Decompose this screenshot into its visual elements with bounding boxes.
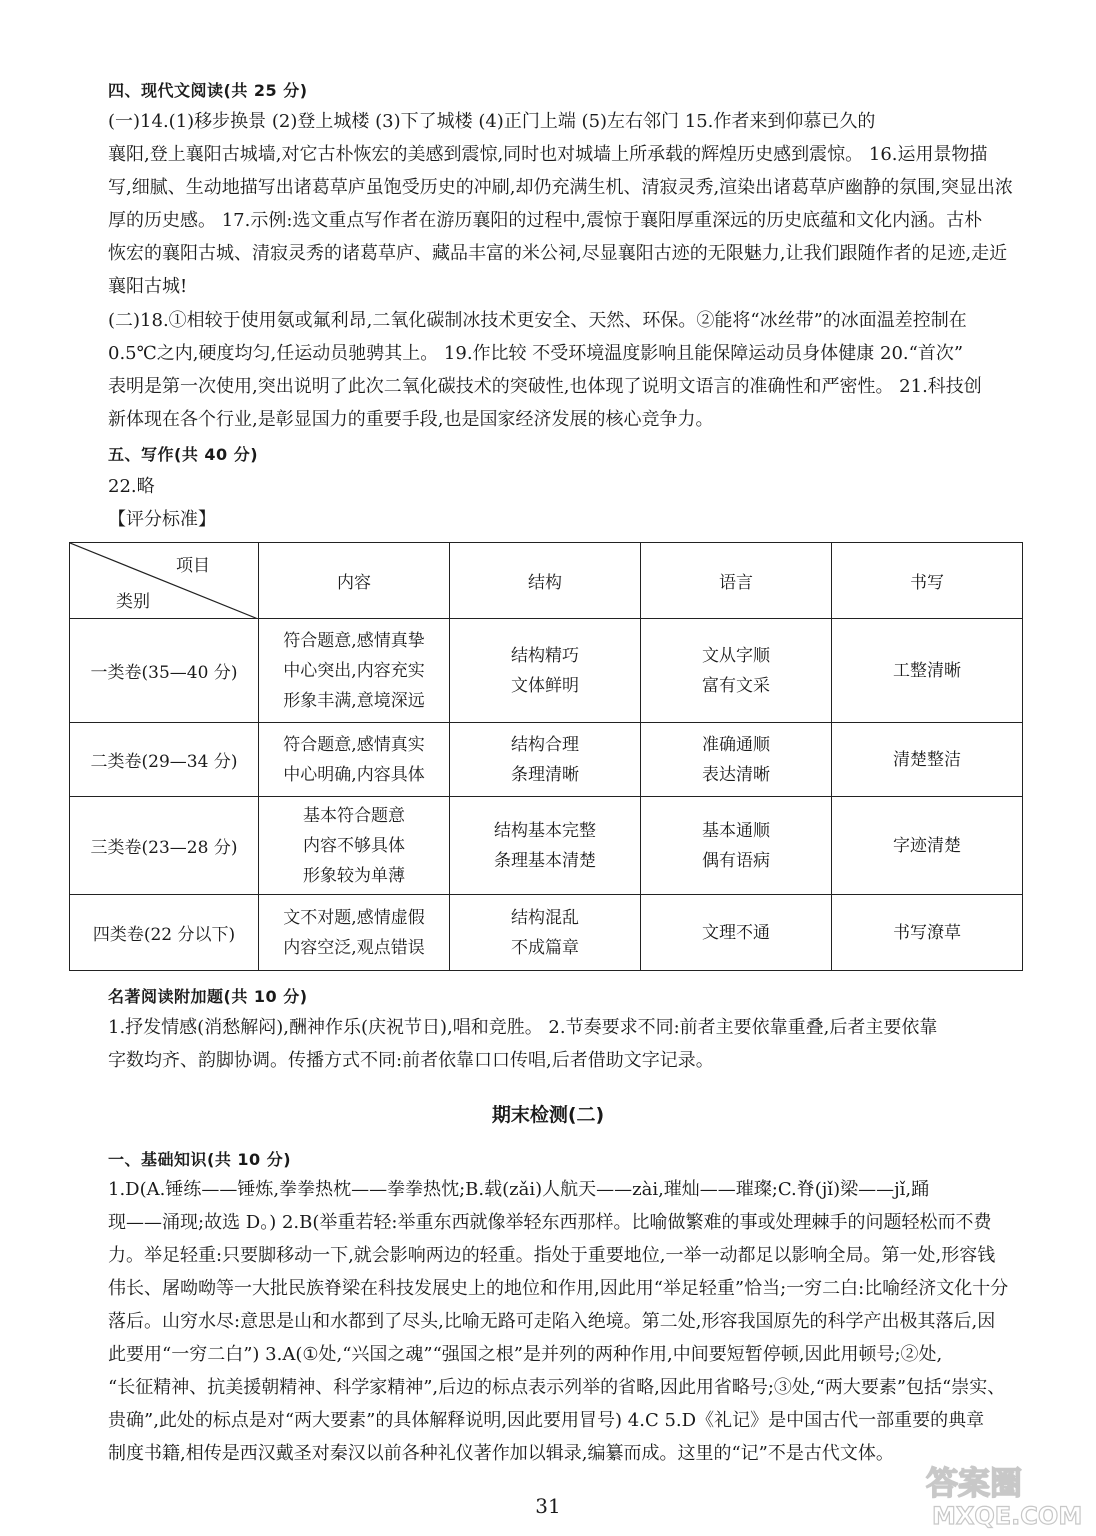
sec4-p1-line: 厚的历史感。 17.示例:选文重点写作者在游历襄阳的过程中,震惊于襄阳厚重深远的历史底蕴和文化内涵。古朴 <box>108 210 983 231</box>
cell-line: 文理不通 <box>702 922 770 943</box>
col-header: 内容 <box>259 543 450 619</box>
language-cell <box>641 797 832 895</box>
content-cell <box>259 723 450 797</box>
exam2-line: 制度书籍,相传是西汉戴圣对秦汉以前各种礼仪著作加以辑录,编纂而成。这里的“记”不是古代文体。 <box>108 1443 894 1464</box>
exam2-line: 1.D(A.锤练——锤炼,拳拳热枕——拳拳热忱;B.载(zǎi)人航天——zài,璀灿——璀璨;C.脊(jǐ)梁——jǐ,踊 <box>108 1179 930 1200</box>
cell-line: 文从字顺 <box>702 645 770 666</box>
sec4-p1-line: 襄阳古城! <box>108 276 188 297</box>
structure-cell <box>450 619 641 723</box>
exam2-line: 贵确”,此处的标点是对“两大要素”的具体解释说明,因此要用冒号) 4.C 5.D《礼记》是中国古代一部重要的典章 <box>108 1410 985 1431</box>
table-row <box>70 797 1023 895</box>
cell-line: 中心明确,内容具体 <box>283 764 425 785</box>
table-row <box>70 895 1023 971</box>
writing-cell <box>832 619 1023 723</box>
language-cell <box>641 723 832 797</box>
exam2-line: 力。举足轻重:只要脚移动一下,就会影响两边的轻重。指处于重要地位,一举一动都足以影响全局。第一处,形容钱 <box>108 1245 996 1266</box>
cell-line: 内容空泛,观点错误 <box>283 937 425 958</box>
category-cell: 四类卷(22 分以下) <box>70 895 259 971</box>
cell-line: 形象较为单薄 <box>303 865 405 886</box>
col-header: 书写 <box>832 543 1023 619</box>
structure-cell <box>450 723 641 797</box>
cell-line: 文体鲜明 <box>511 675 579 696</box>
cell-line: 偶有语病 <box>702 850 770 871</box>
diag-category-label: 类别 <box>116 592 150 612</box>
bonus-line: 1.抒发情感(消愁解闷),酬神作乐(庆祝节日),唱和竞胜。 2.节奏要求不同:前者主要依靠重叠,后者主要依靠 <box>108 1017 938 1038</box>
writing-cell <box>832 723 1023 797</box>
table-row <box>70 619 1023 723</box>
exam2-section1-heading: 一、基础知识(共 10 分) <box>108 1150 292 1169</box>
diag-item-label: 项目 <box>176 556 210 576</box>
sec4-p1-line: 恢宏的襄阳古城、清寂灵秀的诸葛草庐、藏品丰富的米公祠,尽显襄阳古迹的无限魅力,让我们跟随作者的足迹,走近 <box>108 243 1008 264</box>
cell-line: 字迹清楚 <box>893 835 961 856</box>
cell-line: 结构基本完整 <box>494 820 596 841</box>
cell-line: 清楚整洁 <box>893 749 961 770</box>
content-cell <box>259 797 450 895</box>
category-cell: 一类卷(35—40 分) <box>70 619 259 723</box>
sec4-p1-line: 襄阳,登上襄阳古城墙,对它古朴恢宏的美感到震惊,同时也对城墙上所承载的辉煌历史感到震惊。 16.运用景物描 <box>108 144 988 165</box>
cell-line: 条理基本清楚 <box>494 850 596 871</box>
section4-heading: 四、现代文阅读(共 25 分) <box>108 81 308 100</box>
table-row <box>70 723 1023 797</box>
exam2-title: 期末检测(二) <box>491 1104 605 1126</box>
sec4-p2-line: 0.5℃之内,硬度均匀,任运动员驰骋其上。 19.作比较 不受环境温度影响且能保障运动员身体健康 20.“首次” <box>108 343 964 364</box>
cell-line: 条理清晰 <box>511 764 579 785</box>
bonus-heading: 名著阅读附加题(共 10 分) <box>108 987 308 1006</box>
cell-line: 符合题意,感情真实 <box>283 734 425 755</box>
cell-line: 富有文采 <box>702 675 770 696</box>
diagonal-header-cell <box>70 543 259 619</box>
page-number: 31 <box>535 1494 561 1518</box>
cell-line: 结构混乱 <box>511 907 579 928</box>
cell-line: 结构精巧 <box>511 645 579 666</box>
cell-line: 表达清晰 <box>702 764 770 785</box>
cell-line: 基本符合题意 <box>303 805 405 826</box>
section5-heading: 五、写作(共 40 分) <box>108 445 259 464</box>
cell-line: 符合题意,感情真挚 <box>283 630 425 651</box>
exam2-line: 现——涌现;故选 D。) 2.B(举重若轻:举重东西就像举轻东西那样。比喻做繁难的事或处理棘手的问题轻松而不费 <box>108 1212 992 1233</box>
language-cell <box>641 895 832 971</box>
cell-line: 书写潦草 <box>893 922 961 943</box>
criteria-label: 【评分标准】 <box>108 509 216 530</box>
cell-line: 文不对题,感情虚假 <box>283 907 425 928</box>
language-cell <box>641 619 832 723</box>
watermark-logo <box>918 1458 1088 1530</box>
writing-cell <box>832 797 1023 895</box>
sec4-p1-line: (一)14.(1)移步换景 (2)登上城楼 (3)下了城楼 (4)正门上端 (5)左右邻门 15.作者来到仰慕已久的 <box>108 111 876 132</box>
structure-cell <box>450 895 641 971</box>
table-header-row <box>70 543 1023 619</box>
sec4-p2-line: (二)18.①相较于使用氨或氟利昂,二氧化碳制冰技术更安全、天然、环保。②能将“冰丝带”的冰面温差控制在 <box>108 310 967 331</box>
cell-line: 中心突出,内容充实 <box>283 660 425 681</box>
sec4-p2-line: 表明是第一次使用,突出说明了此次二氧化碳技术的突破性,也体现了说明文语言的准确性和严密性。 21.科技创 <box>108 376 982 397</box>
sec4-p1-line: 写,细腻、生动地描写出诸葛草庐虽饱受历史的冲刷,却仍充满生机、清寂灵秀,渲染出诸葛草庐幽静的氛围,突显出浓 <box>108 177 1013 198</box>
content-cell <box>259 619 450 723</box>
col-header: 语言 <box>641 543 832 619</box>
cell-line: 内容不够具体 <box>303 835 405 856</box>
col-header: 结构 <box>450 543 641 619</box>
watermark-bottom: MXQE.COM <box>932 1502 1083 1530</box>
bonus-line: 字数均齐、韵脚协调。传播方式不同:前者依靠口口传唱,后者借助文字记录。 <box>108 1050 714 1071</box>
structure-cell <box>450 797 641 895</box>
item-22: 22.略 <box>108 476 155 497</box>
cell-line: 不成篇章 <box>511 937 579 958</box>
content-cell <box>259 895 450 971</box>
watermark-top: 答案圈 <box>926 1464 1023 1502</box>
category-cell: 二类卷(29—34 分) <box>70 723 259 797</box>
exam2-line: “长征精神、抗美援朝精神、科学家精神”,后边的标点表示列举的省略,因此用省略号;③处,“两大要素”包括“崇实、 <box>108 1377 1006 1398</box>
diagonal-line <box>70 543 258 619</box>
cell-line: 形象丰满,意境深远 <box>283 690 425 711</box>
exam2-line: 此要用“一穷二白”) 3.A(①处,“兴国之魂”“强国之根”是并列的两种作用,中间要短暂停顿,因此用顿号;②处, <box>108 1344 943 1365</box>
exam2-line: 落后。山穷水尽:意思是山和水都到了尽头,比喻无路可走陷入绝境。第二处,形容我国原先的科学产出极其落后,因 <box>108 1311 996 1332</box>
scoring-table <box>69 542 1023 971</box>
cell-line: 结构合理 <box>511 734 579 755</box>
cell-line: 基本通顺 <box>702 820 770 841</box>
sec4-p2-line: 新体现在各个行业,是彰显国力的重要手段,也是国家经济发展的核心竞争力。 <box>108 409 714 430</box>
writing-cell <box>832 895 1023 971</box>
exam2-line: 伟长、屠呦呦等一大批民族脊梁在科技发展史上的地位和作用,因此用“举足轻重”恰当;一穷二白:比喻经济文化十分 <box>108 1278 1009 1299</box>
cell-line: 工整清晰 <box>893 660 961 681</box>
cell-line: 准确通顺 <box>702 734 770 755</box>
category-cell: 三类卷(23—28 分) <box>70 797 259 895</box>
